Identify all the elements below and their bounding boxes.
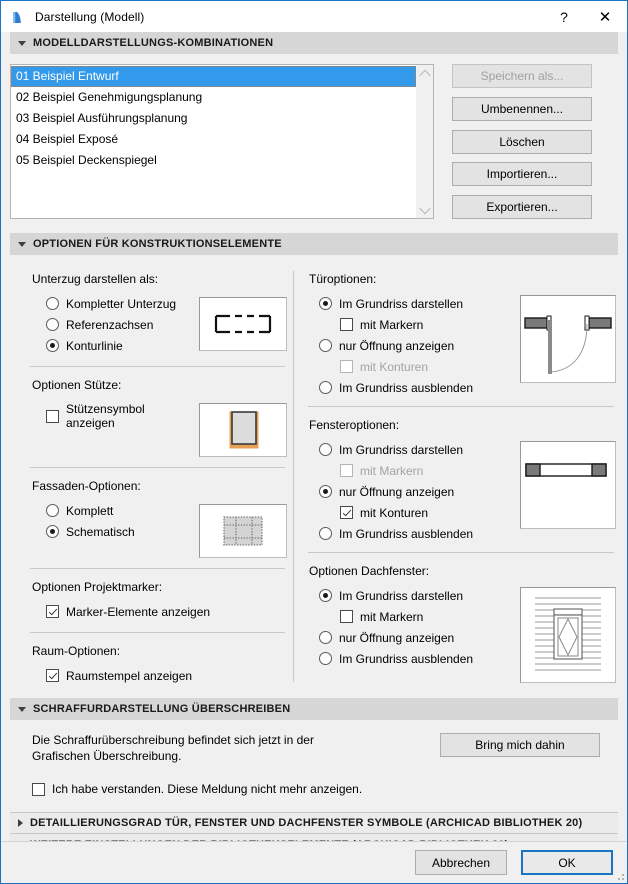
radio-icon[interactable] <box>319 381 332 394</box>
hatching-message-line2: Grafischen Überschreibung. <box>32 749 182 763</box>
save-as-button[interactable]: Speichern als... <box>452 64 592 88</box>
combinations-row <box>10 64 618 219</box>
dialog-content <box>1 32 627 856</box>
dialog-footer <box>1 841 627 883</box>
construction-columns <box>10 261 618 686</box>
window-options <box>306 439 616 544</box>
beam-option-contour[interactable] <box>10 335 199 356</box>
option-label: mit Konturen <box>360 359 429 374</box>
door-option-with-markers[interactable] <box>306 314 520 335</box>
combinations-listbox[interactable] <box>10 64 434 219</box>
window-group-label: Fensteroptionen: <box>309 418 400 432</box>
divider <box>30 568 285 569</box>
hatching-message <box>32 732 440 764</box>
divider <box>30 366 285 367</box>
skylight-preview <box>520 587 616 683</box>
section-title-detail-level: DETAILLIERUNGSGRAD TÜR, FENSTER UND DACHFENSTER SYMBOLE (ARCHICAD BIBLIOTHEK 20) <box>30 817 583 829</box>
skylight-group-label: Optionen Dachfenster: <box>309 564 430 578</box>
column-preview <box>199 403 287 457</box>
beam-options <box>10 293 287 356</box>
cancel-button[interactable]: Abbrechen <box>415 850 507 875</box>
section-title-combinations: MODELLDARSTELLUNGS-KOMBINATIONEN <box>33 37 274 49</box>
option-label: Im Grundriss darstellen <box>339 296 464 311</box>
option-label: mit Markern <box>360 317 424 332</box>
checkbox-icon[interactable] <box>340 318 353 331</box>
radio-icon[interactable] <box>319 631 332 644</box>
divider <box>30 467 285 468</box>
facade-preview <box>199 504 287 558</box>
section-header-hatching[interactable] <box>10 698 618 720</box>
radio-icon[interactable] <box>319 443 332 456</box>
checkbox-icon[interactable] <box>46 605 59 618</box>
section-header-combinations[interactable] <box>10 32 618 54</box>
section-title-construction: OPTIONEN FÜR KONSTRUKTIONSELEMENTE <box>33 238 282 250</box>
option-label-line1: Stützensymbol <box>66 402 145 416</box>
door-options <box>306 293 616 398</box>
room-checkbox-row[interactable] <box>10 665 287 686</box>
export-button[interactable]: Exportieren... <box>452 195 592 219</box>
option-label: Ich habe verstanden. Diese Meldung nicht mehr anzeigen. <box>52 782 363 796</box>
list-item[interactable]: 02 Beispiel Genehmigungsplanung <box>16 90 203 104</box>
beam-preview <box>199 297 287 351</box>
window-title: Darstellung (Modell) <box>35 9 145 24</box>
window-preview <box>520 441 616 529</box>
door-preview <box>520 295 616 383</box>
option-label: nur Öffnung anzeigen <box>339 630 455 645</box>
option-label: Konturlinie <box>66 338 123 353</box>
skylight-option-hide-in-plan[interactable] <box>306 648 520 669</box>
projectmarker-checkbox-row[interactable] <box>10 601 287 622</box>
projectmarker-group-label: Optionen Projektmarker: <box>32 580 163 594</box>
option-label: Im Grundriss ausblenden <box>339 526 474 541</box>
chevron-down-icon <box>18 242 26 247</box>
column-symbol-checkbox-row[interactable] <box>10 399 199 433</box>
window-option-hide-in-plan[interactable] <box>306 523 520 544</box>
option-label: mit Markern <box>360 463 424 478</box>
list-item[interactable]: 03 Beispiel Ausführungsplanung <box>16 111 188 125</box>
option-label: mit Konturen <box>360 505 429 520</box>
radio-icon[interactable] <box>319 485 332 498</box>
close-button[interactable] <box>583 1 627 32</box>
checkbox-icon[interactable] <box>32 783 45 796</box>
close-icon: ✕ <box>598 8 612 26</box>
radio-icon[interactable] <box>319 297 332 310</box>
rename-button[interactable]: Umbenennen... <box>452 97 592 121</box>
skylight-option-opening-only[interactable] <box>306 627 520 648</box>
window-option-show-in-plan[interactable] <box>306 439 520 460</box>
door-group-label: Türoptionen: <box>309 272 377 286</box>
bring-me-there-button[interactable]: Bring mich dahin <box>440 733 600 757</box>
window-option-opening-only[interactable] <box>306 481 520 502</box>
facade-option-complete[interactable] <box>10 500 199 521</box>
section-header-detail-level[interactable] <box>10 812 618 834</box>
help-button[interactable] <box>545 1 583 32</box>
option-label: Im Grundriss darstellen <box>339 442 464 457</box>
column-divider <box>293 271 294 682</box>
option-label: Kompletter Unterzug <box>66 296 177 311</box>
skylight-option-with-markers[interactable] <box>306 606 520 627</box>
archicad-app-icon <box>10 9 26 25</box>
option-label: Im Grundriss ausblenden <box>339 380 474 395</box>
option-label <box>66 402 145 430</box>
combination-actions <box>452 64 592 219</box>
radio-icon[interactable] <box>46 318 59 331</box>
radio-icon[interactable] <box>319 339 332 352</box>
list-item[interactable]: 01 Beispiel Entwurf <box>11 66 416 87</box>
title-bar-buttons <box>545 1 627 32</box>
radio-icon[interactable] <box>46 297 59 310</box>
checkbox-icon[interactable] <box>46 410 59 423</box>
door-option-show-in-plan[interactable] <box>306 293 520 314</box>
facade-group-label: Fassaden-Optionen: <box>32 479 141 493</box>
radio-icon[interactable] <box>46 504 59 517</box>
radio-icon[interactable] <box>46 525 59 538</box>
door-option-opening-only[interactable] <box>306 335 520 356</box>
checkbox-icon <box>340 360 353 373</box>
checkbox-icon[interactable] <box>340 506 353 519</box>
beam-group-label: Unterzug darstellen als: <box>32 272 159 286</box>
help-icon: ? <box>560 8 568 25</box>
column-group-label: Optionen Stütze: <box>32 378 122 392</box>
hatching-message-line1: Die Schraffurüberschreibung befindet sich jetzt in der <box>32 733 314 747</box>
title-bar <box>1 1 627 32</box>
divider <box>308 406 614 407</box>
chevron-down-icon <box>18 707 26 712</box>
ok-button[interactable]: OK <box>521 850 613 875</box>
facade-options <box>10 500 287 558</box>
hatching-body <box>10 720 618 768</box>
checkbox-icon[interactable] <box>46 669 59 682</box>
door-option-hide-in-plan[interactable] <box>306 377 520 398</box>
skylight-option-show-in-plan[interactable] <box>306 585 520 606</box>
scroll-down-icon[interactable] <box>416 201 433 218</box>
facade-option-schematic[interactable] <box>10 521 199 542</box>
chevron-down-icon <box>18 41 26 46</box>
option-label: mit Markern <box>360 609 424 624</box>
window-option-with-contours[interactable] <box>306 502 520 523</box>
option-label: Marker-Elemente anzeigen <box>66 604 211 619</box>
scroll-up-icon[interactable] <box>416 65 433 82</box>
divider <box>308 552 614 553</box>
checkbox-icon <box>340 464 353 477</box>
room-group-label: Raum-Optionen: <box>32 644 121 658</box>
radio-icon[interactable] <box>319 589 332 602</box>
list-item[interactable]: 04 Beispiel Exposé <box>16 132 119 146</box>
beam-option-full[interactable] <box>10 293 199 314</box>
construction-right-column <box>306 261 618 686</box>
chevron-right-icon <box>18 819 23 827</box>
skylight-options <box>306 585 616 683</box>
import-button[interactable]: Importieren... <box>452 162 592 186</box>
section-title-hatching: SCHRAFFURDARSTELLUNG ÜBERSCHREIBEN <box>33 703 291 715</box>
construction-left-column <box>10 261 293 686</box>
resize-grip[interactable] <box>614 870 624 880</box>
combinations-list[interactable] <box>11 65 416 218</box>
option-label: Raumstempel anzeigen <box>66 668 193 683</box>
list-item[interactable]: 05 Beispiel Deckenspiegel <box>16 153 157 167</box>
beam-option-reference-axes[interactable] <box>10 314 199 335</box>
option-label-line2: anzeigen <box>66 416 115 430</box>
column-options <box>10 399 287 457</box>
hatching-understood-row[interactable] <box>10 768 618 796</box>
checkbox-icon[interactable] <box>340 610 353 623</box>
option-label: Referenzachsen <box>66 317 154 332</box>
option-label: nur Öffnung anzeigen <box>339 338 455 353</box>
option-label: Im Grundriss darstellen <box>339 588 464 603</box>
section-header-construction[interactable] <box>10 233 618 255</box>
window-option-with-markers <box>306 460 520 481</box>
divider <box>30 632 285 633</box>
list-scrollbar[interactable] <box>416 65 433 218</box>
door-option-with-contours <box>306 356 520 377</box>
radio-icon[interactable] <box>319 652 332 665</box>
option-label: Schematisch <box>66 524 135 539</box>
delete-button[interactable]: Löschen <box>452 130 592 154</box>
option-label: Im Grundriss ausblenden <box>339 651 474 666</box>
radio-icon[interactable] <box>319 527 332 540</box>
option-label: Komplett <box>66 503 114 518</box>
radio-icon[interactable] <box>46 339 59 352</box>
option-label: nur Öffnung anzeigen <box>339 484 455 499</box>
